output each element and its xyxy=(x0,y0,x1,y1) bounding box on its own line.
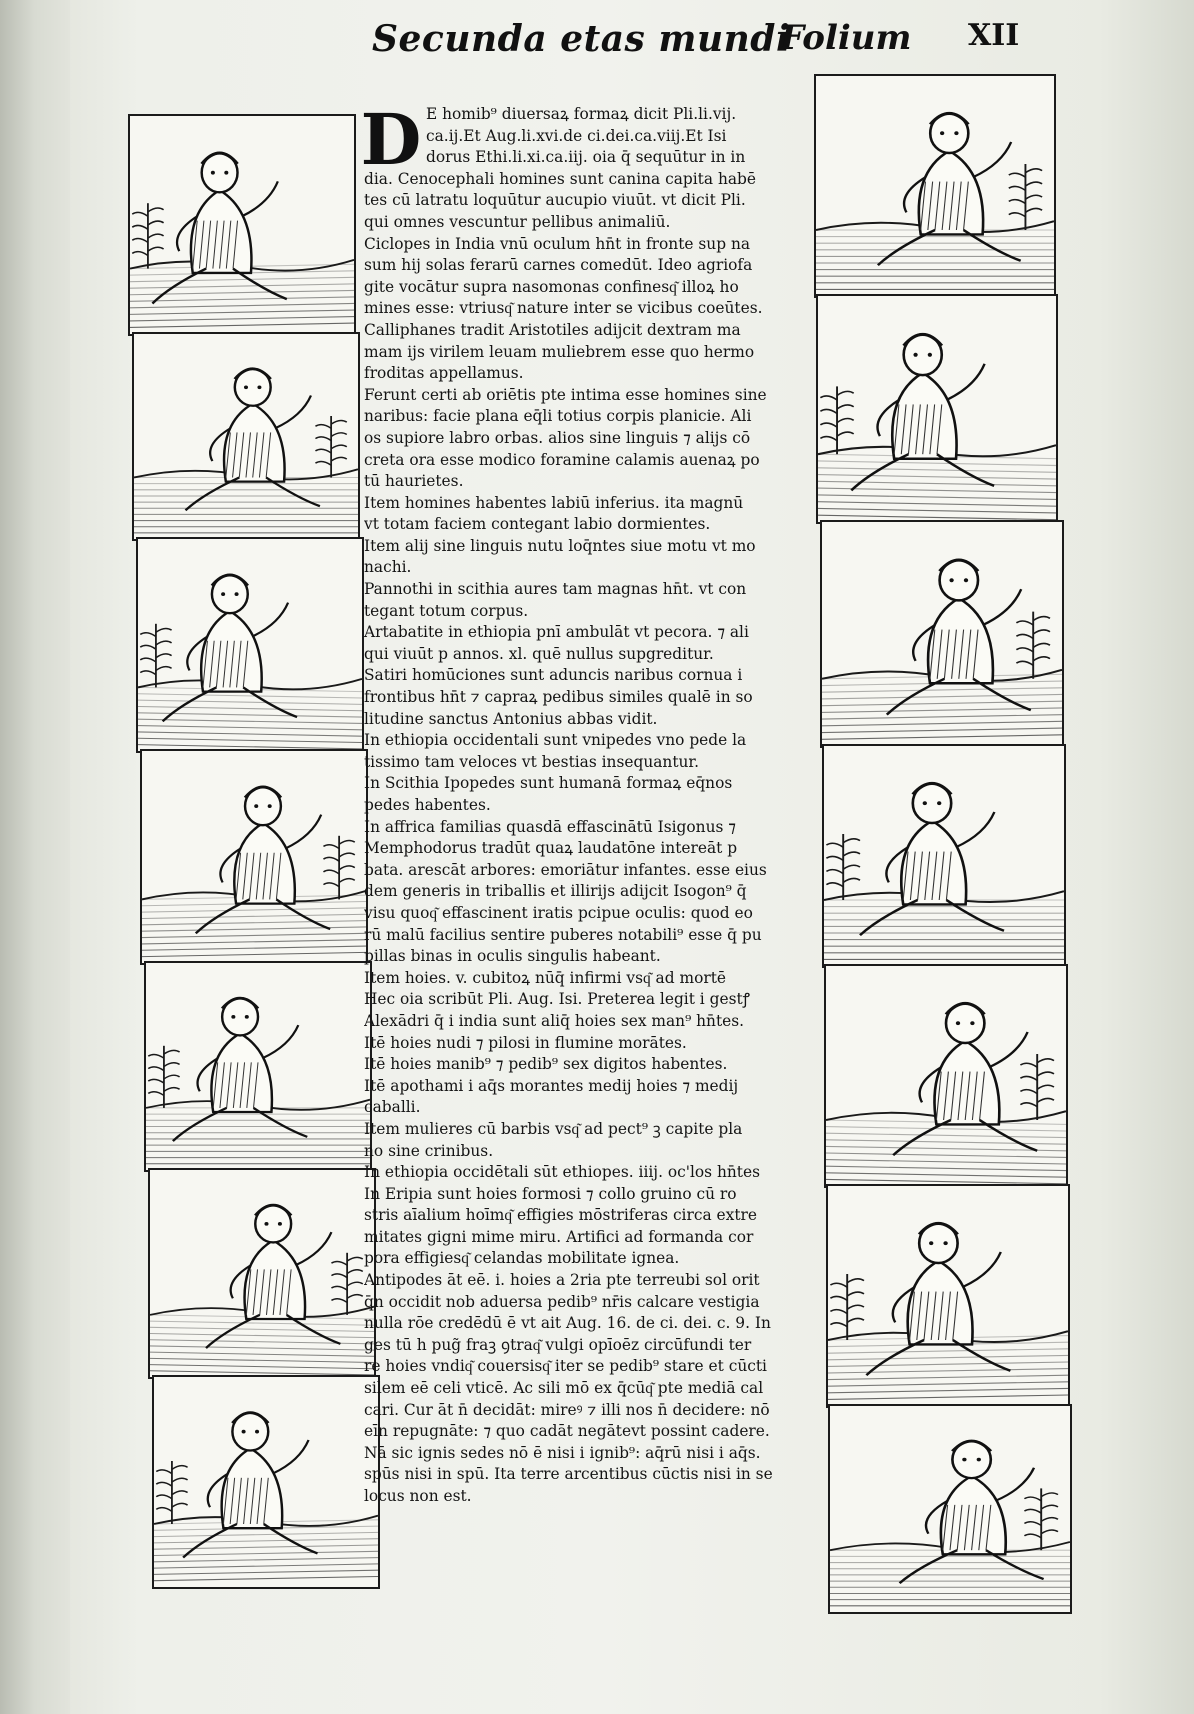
text-line: Ferunt certi ab oriētis pte intima esse homines sine xyxy=(364,385,767,404)
left-woodcut-scribe xyxy=(152,1375,380,1589)
left-woodcut-sciapod xyxy=(148,1168,376,1379)
text-line: Hec oia scribūt Pli. Aug. Isi. Preterea legit i gestꝭ xyxy=(364,990,750,1009)
main-text-block xyxy=(364,104,816,1508)
text-line: tissimo tam veloces vt bestias insequantur. xyxy=(364,752,699,771)
left-woodcut-hairy-woman xyxy=(144,961,372,1172)
left-woodcut-blemmyae xyxy=(136,537,364,753)
woodcut-figure xyxy=(830,1406,1070,1612)
text-line: Memphodorus tradūt quaꝝ laudatōne intereāt p xyxy=(364,839,738,858)
woodcut-figure xyxy=(824,746,1064,966)
woodcut-figure xyxy=(146,963,370,1170)
woodcut-figure xyxy=(816,76,1054,296)
decorated-initial: D xyxy=(360,98,422,181)
left-woodcut-hermaphrodite xyxy=(140,749,368,965)
text-line: Item alij sine linguis nutu loq̄ntes siue motu vt mo xyxy=(364,536,756,555)
text-line: vt totam faciem contegant labio dormientes. xyxy=(364,515,711,534)
text-line: Pannothi in scithia aures tam magnas hn̄t. vt con xyxy=(364,580,747,599)
folium-label: Folium xyxy=(780,18,912,58)
right-woodcut-large-lip-man xyxy=(816,294,1058,524)
text-line: rū malū facilius sentire puberes notabili⁹ esse q̄ pu xyxy=(364,925,762,944)
text-line: Alexādri q̄ i india sunt aliq̄ hoies sex man⁹ hn̄tes. xyxy=(364,1011,745,1030)
woodcut-figure xyxy=(134,334,358,539)
text-line: ges tū h pug̃ fraꝫ ꝯtraq͂ vulgi opīoēz circūfundi ter xyxy=(364,1335,752,1354)
text-line: tegant totum corpus. xyxy=(364,601,529,620)
text-line: frontibus hn̄t ⁊ capraꝝ pedibus similes qualē in so xyxy=(364,688,753,707)
text-line: visu quoq͂ effascinent iratis pcipue oculis: quod eo xyxy=(364,903,753,922)
woodcut-figure xyxy=(142,751,366,963)
text-line: mam ijs virilem leuam muliebrem esse quo hermo xyxy=(364,342,755,361)
text-line: Antipodes āt eē. i. hoies a 2ria pte terreubi sol orit xyxy=(364,1271,760,1290)
text-line: Calliphanes tradit Aristotiles adijcit dextram ma xyxy=(364,320,741,339)
text-line: Item homines habentes labiū inferius. ita magnū xyxy=(364,493,744,512)
right-woodcut-panotii xyxy=(820,520,1064,748)
text-line: spūs nisi in spū. Ita terre arcentibus cūctis nisi in se xyxy=(364,1465,773,1484)
text-line: qui omnes vescuntur pellibus animaliū. xyxy=(364,212,671,231)
text-line: stris aīalium hoīmq͂ effigies mōstriferas circa extre xyxy=(364,1206,757,1225)
woodcut-figure xyxy=(150,1170,374,1377)
text-line: tes cū latratu loquūtur aucupio viuūt. vt dicit Pli. xyxy=(364,191,746,210)
text-line: mitates gigni mime miru. Artifici ad formanda cor xyxy=(364,1227,754,1246)
text-line: os supiore labro orbas. alios sine linguis ⁊ alijs cō xyxy=(364,428,751,447)
text-line: Itē hoies nudi ⁊ pilosi in flumine morātes. xyxy=(364,1033,687,1052)
text-line: eīn repugnāte: ⁊ quo cadāt negātevt possint cadere. xyxy=(364,1422,770,1441)
text-line: bata. arescāt arbores: emoriātur infantes. esse eius xyxy=(364,860,767,879)
right-woodcut-satyr xyxy=(822,744,1066,968)
woodcut-figure xyxy=(138,539,362,751)
text-line: Item mulieres cū barbis vsq͂ ad pect⁹ ꝫ capite pla xyxy=(364,1119,743,1138)
text-line: In ethiopia occidentali sunt vnipedes vno pede la xyxy=(364,731,747,750)
text-line: pillas binas in oculis singulis habeant. xyxy=(364,947,661,966)
text-line: no sine crinibus. xyxy=(364,1141,494,1160)
text-line: silem eē celi vticē. Ac sili mō ex q̄cūq͂ pte mediā cal xyxy=(364,1379,764,1398)
text-line: nachi. xyxy=(364,558,412,577)
text-line: Satiri homūciones sunt aduncis naribus cornua i xyxy=(364,666,743,685)
folio-number: XII xyxy=(968,18,1020,53)
text-line: dorus Ethi.li.xi.ca.iij. oia q̄ sequūtur in in xyxy=(426,148,746,167)
woodcut-figure xyxy=(154,1377,378,1587)
text-line: gite vocātur supra nasomonas confinesq͂ illoꝝ ho xyxy=(364,277,739,296)
woodcut-figure xyxy=(822,522,1062,746)
text-line: froditas appellamus. xyxy=(364,364,524,383)
text-line: Artabatite in ethiopia pnī ambulāt vt pecora. ⁊ ali xyxy=(364,623,749,642)
text-line: litudine sanctus Antonius abbas vidit. xyxy=(364,709,658,728)
right-woodcut-ipopede xyxy=(824,964,1068,1188)
text-line: In ethiopia occidētali sūt ethiopes. iiij. oc'los hn̄tes xyxy=(364,1163,760,1182)
text-line: creta ora esse modico foramine calamis auenaꝝ po xyxy=(364,450,760,469)
text-line: naribus: facie plana eq̄li totius corpis planicie. Ali xyxy=(364,407,752,426)
running-title: Secunda etas mundi xyxy=(372,18,791,60)
text-line: nulla rōe credēdū ē vt ait Aug. 16. de ci. dei. c. 9. In xyxy=(364,1314,771,1333)
text-line: pora effigiesq͂ celandas mobilitate ignea. xyxy=(364,1249,680,1268)
text-line: locus non est. xyxy=(364,1487,472,1505)
woodcut-figure xyxy=(130,116,354,334)
right-woodcut-seated-man xyxy=(814,74,1056,298)
text-line: dem generis in triballis et illirijs adijcit Isogon⁹ q̄ xyxy=(364,882,747,901)
right-woodcut-seated-figure xyxy=(826,1184,1070,1408)
text-line: E homib⁹ diuersaꝝ formaꝝ dicit Pli.li.vij. xyxy=(426,105,737,123)
page-gutter xyxy=(0,0,70,1714)
text-line: mines esse: vtriusq͂ nature inter se vicibus coeūtes. xyxy=(364,299,763,318)
text-line: tū haurietes. xyxy=(364,472,464,491)
text-line: caballi. xyxy=(364,1098,421,1117)
right-woodcut-pygmy-and-crane xyxy=(828,1404,1072,1614)
text-line: Itē hoies manib⁹ ⁊ pedib⁹ sex digitos habentes. xyxy=(364,1055,728,1074)
woodcut-figure xyxy=(826,966,1066,1186)
text-line: Itē apothami i aq̄s morantes medij hoies ⁊ medij xyxy=(364,1076,739,1095)
text-line: ca.ij.Et Aug.li.xvi.de ci.dei.ca.viij.Et Isi xyxy=(426,126,727,145)
text-line: qui viuūt p annos. xl. quē nullus supgreditur. xyxy=(364,644,714,663)
text-line: cari. Cur āt n̄ decidāt: mireꝰ ⁊ illi nos n̄ decidere: nō xyxy=(364,1400,770,1419)
text-line: In Scithia Ipopedes sunt humanā formaꝝ eq̄nos xyxy=(364,774,733,793)
text-line: dia. Cenocephali homines sunt canina capita habē xyxy=(364,169,756,188)
text-line: In Eripia sunt hoies formosi ⁊ collo gruino cū ro xyxy=(364,1184,737,1203)
woodcut-figure xyxy=(818,296,1056,522)
text-line: Ciclopes in India vnū oculum hn̄t in fronte sup na xyxy=(364,234,751,253)
text-line: Nā sic ignis sedes nō ē nisi i ignib⁹: aq̄rū nisi i aq̄s. xyxy=(364,1443,761,1462)
text-line: In affrica familias quasdā effascinātū Isigonus ⁊ xyxy=(364,817,736,836)
text-line: sum hij solas ferarū carnes comedūt. Ideo agriofa xyxy=(364,256,753,275)
text-line: pedes habentes. xyxy=(364,796,491,814)
left-woodcut-cynocephalus xyxy=(128,114,356,336)
text-line: re hoies vndiq͂ couersisq͂ iter se pedib⁹ stare et cūcti xyxy=(364,1357,767,1376)
text-line: Item hoies. v. cubitoꝝ nūq̄ infirmi vsq͂ ad mortē xyxy=(364,968,726,987)
left-woodcut-cyclops xyxy=(132,332,360,541)
text-line: q̄n occidit nob aduersa pedib⁹ nr̄is calcare vestigia xyxy=(364,1292,760,1311)
woodcut-figure xyxy=(828,1186,1068,1406)
